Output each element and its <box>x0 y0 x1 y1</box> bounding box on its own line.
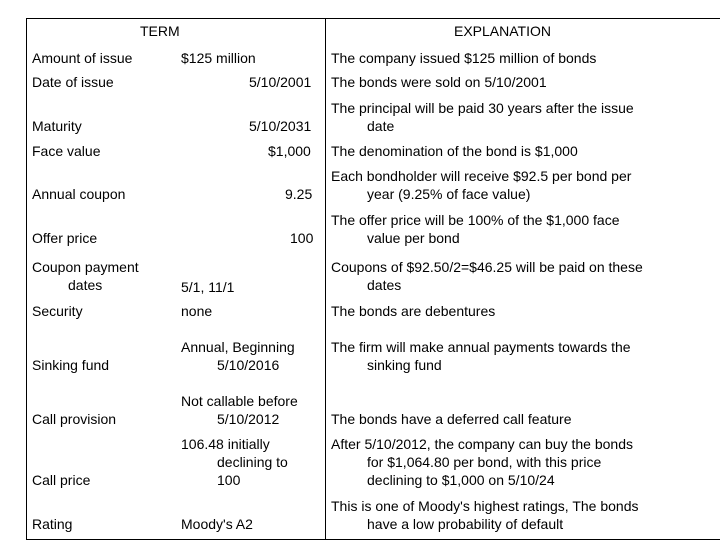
header-term: TERM <box>140 23 180 39</box>
term-coupon-payment-dates-line1: Coupon payment <box>32 259 139 275</box>
term-call-price: Call price <box>32 472 91 488</box>
explanation-annual-coupon-line1: Each bondholder will receive $92.5 per bond per <box>331 168 632 184</box>
term-rating: Rating <box>32 516 73 532</box>
explanation-call-price-line2: for $1,064.80 per bond, with this price <box>367 454 602 470</box>
header-explanation: EXPLANATION <box>454 23 551 39</box>
explanation-date-of-issue: The bonds were sold on 5/10/2001 <box>331 74 547 90</box>
explanation-sinking-fund-line2: sinking fund <box>367 357 442 373</box>
value-face-value: $1,000 <box>268 143 311 159</box>
value-offer-price: 100 <box>290 230 314 246</box>
value-annual-coupon: 9.25 <box>285 186 313 202</box>
value-coupon-payment-dates: 5/1, 11/1 <box>181 279 235 295</box>
term-date-of-issue: Date of issue <box>32 74 114 90</box>
table-border-left <box>26 18 27 540</box>
term-sinking-fund: Sinking fund <box>32 357 110 373</box>
explanation-annual-coupon-line2: year (9.25% of face value) <box>367 186 531 202</box>
value-call-provision-line2: 5/10/2012 <box>217 411 280 427</box>
explanation-rating-line2: have a low probability of default <box>367 516 564 532</box>
value-date-of-issue: 5/10/2001 <box>249 74 312 90</box>
column-divider <box>325 18 326 540</box>
value-maturity: 5/10/2031 <box>249 118 312 134</box>
value-rating: Moody's A2 <box>181 516 253 532</box>
explanation-offer-price-line1: The offer price will be 100% of the $1,000 face <box>331 212 620 228</box>
term-amount-of-issue: Amount of issue <box>32 50 133 66</box>
value-amount-of-issue: $125 million <box>181 50 256 66</box>
value-call-provision-line1: Not callable before <box>181 393 298 409</box>
value-call-price-line1: 106.48 initially <box>181 436 270 452</box>
term-coupon-payment-dates-line2: dates <box>68 277 103 293</box>
explanation-call-price-line1: After 5/10/2012, the company can buy the bonds <box>331 436 633 452</box>
value-security: none <box>181 303 213 319</box>
term-maturity: Maturity <box>32 118 82 134</box>
term-annual-coupon: Annual coupon <box>32 186 126 202</box>
explanation-offer-price-line2: value per bond <box>367 230 460 246</box>
value-sinking-fund-line2: 5/10/2016 <box>217 357 280 373</box>
explanation-coupon-payment-dates-line1: Coupons of $92.50/2=$46.25 will be paid on these <box>331 259 643 275</box>
explanation-call-price-line3: declining to $1,000 on 5/10/24 <box>367 472 555 488</box>
value-call-price-line3: 100 <box>217 472 241 488</box>
explanation-sinking-fund-line1: The firm will make annual payments towards the <box>331 339 631 355</box>
value-call-price-line2: declining to <box>217 454 288 470</box>
term-security: Security <box>32 303 83 319</box>
value-sinking-fund-line1: Annual, Beginning <box>181 339 295 355</box>
explanation-call-provision: The bonds have a deferred call feature <box>331 411 572 427</box>
term-offer-price: Offer price <box>32 230 98 246</box>
term-call-provision: Call provision <box>32 411 117 427</box>
explanation-maturity-line2: date <box>367 118 395 134</box>
explanation-face-value: The denomination of the bond is $1,000 <box>331 143 578 159</box>
explanation-security: The bonds are debentures <box>331 303 496 319</box>
explanation-amount-of-issue: The company issued $125 million of bonds <box>331 50 597 66</box>
explanation-coupon-payment-dates-line2: dates <box>367 277 402 293</box>
explanation-rating-line1: This is one of Moody's highest ratings, The bonds <box>331 498 639 514</box>
term-face-value: Face value <box>32 143 101 159</box>
explanation-maturity-line1: The principal will be paid 30 years after the issue <box>331 100 634 116</box>
table-border-top <box>26 18 720 19</box>
